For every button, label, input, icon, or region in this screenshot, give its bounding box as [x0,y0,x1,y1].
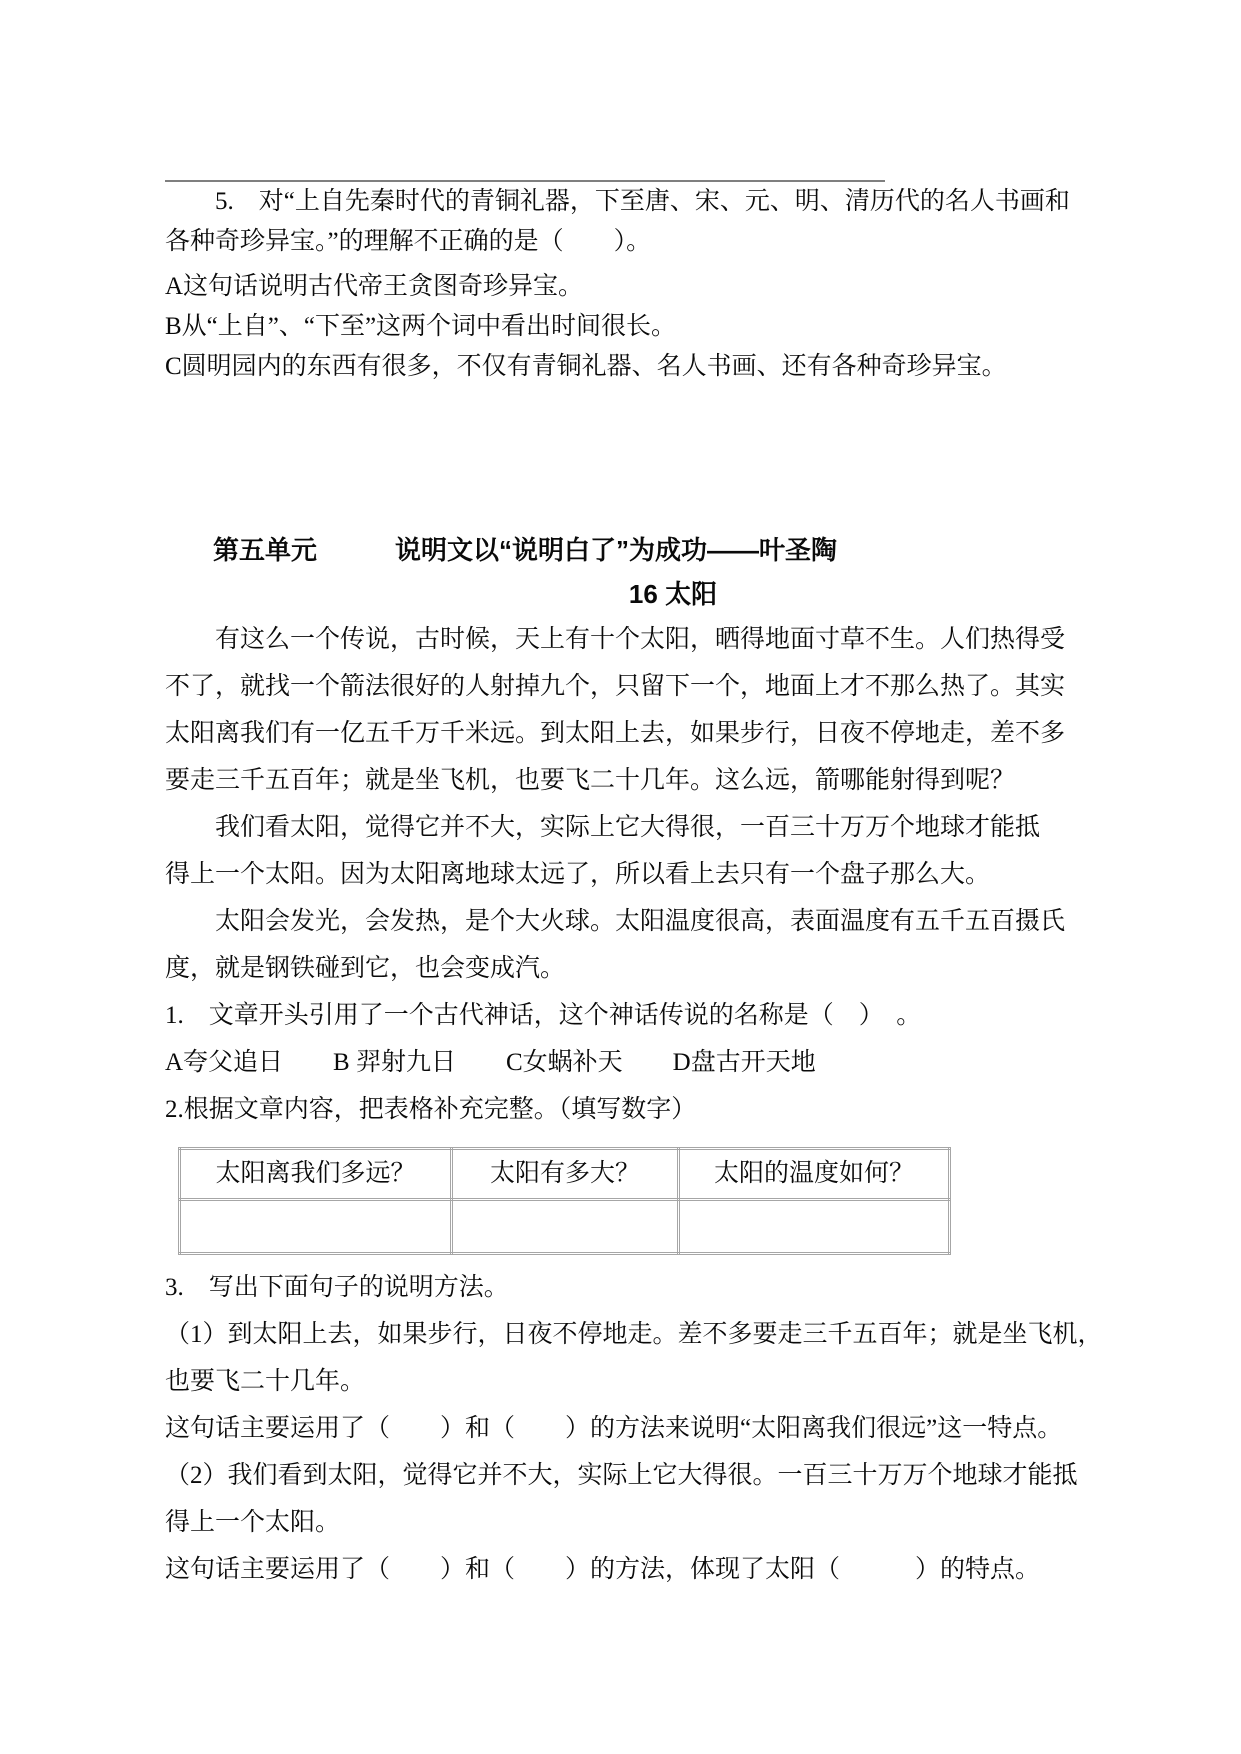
q5-option-c: C圆明园内的东西有很多，不仅有青铜礼器、名人书画、还有各种奇珍异宝。 [165,353,1007,380]
q1-stem: 1. 文章开头引用了一个古代神话，这个神话传说的名称是（ ） 。 [165,1002,922,1029]
passage-line: 太阳会发光，会发热，是个大火球。太阳温度很高，表面温度有五千五百摄氏 [215,908,1066,935]
q5-options [165,267,1181,387]
table-answer-cell-temperature[interactable] [679,1200,950,1254]
q3-item1-line-2: 也要飞二十几年。 [165,1368,366,1395]
table-answer-row [180,1200,950,1254]
table-answer-cell-size[interactable] [452,1200,679,1254]
q5-option-a: A这句话说明古代帝王贪图奇珍异宝。 [165,273,584,300]
q5-stem-line-2: 各种奇珍异宝。”的理解不正确的是（ ）。 [165,228,652,255]
q5-option-b: B从“上自”、“下至”这两个词中看出时间很长。 [165,313,677,340]
table-header-size: 太阳有多大？ [452,1149,679,1200]
table-header-row [180,1149,950,1200]
sun-facts-table [178,1147,951,1255]
q3-item1-answer: 这句话主要运用了（ ）和（ ）的方法来说明“太阳离我们很远”这一特点。 [165,1415,1063,1442]
q3-item2-line-2: 得上一个太阳。 [165,1509,341,1536]
unit-heading: 第五单元 说明文以“说明白了”为成功——叶圣陶 [213,535,838,565]
passage-line: 有这么一个传说，古时候，天上有十个太阳，晒得地面寸草不生。人们热得受 [215,626,1066,653]
passage-line: 度，就是钢铁碰到它，也会变成汽。 [165,955,566,982]
passage-line: 要走三千五百年；就是坐飞机，也要飞二十几年。这么远，箭哪能射得到呢？ [165,767,1016,794]
q3-item2-answer: 这句话主要运用了（ ）和（ ）的方法，体现了太阳（ ）的特点。 [165,1556,1041,1583]
passage [165,616,1181,992]
answer-blank-line[interactable] [165,158,885,182]
q3-item2-line-1: （2）我们看到太阳，觉得它并不大，实际上它大得很。一百三十万万个地球才能抵 [165,1462,1078,1489]
q5-stem-line-1: 5. 对“上自先秦时代的青铜礼器，下至唐、宋、元、明、清历代的名人书画和 [215,188,1070,215]
table-header-distance: 太阳离我们多远？ [180,1149,452,1200]
passage-line: 不了，就找一个箭法很好的人射掉九个，只留下一个，地面上才不那么热了。其实 [165,673,1066,700]
q3-stem: 3. 写出下面句子的说明方法。 [165,1274,509,1301]
q2-stem: 2.根据文章内容，把表格补充完整。（填写数字） [165,1096,697,1123]
passage-line: 太阳离我们有一亿五千万千米远。到太阳上去，如果步行，日夜不停地走，差不多 [165,720,1066,747]
passage-line: 得上一个太阳。因为太阳离地球太远了，所以看上去只有一个盘子那么大。 [165,861,991,888]
table-answer-cell-distance[interactable] [180,1200,452,1254]
passage-line: 我们看太阳，觉得它并不大，实际上它大得很，一百三十万万个地球才能抵 [215,814,1041,841]
q3-item1-line-1: （1）到太阳上去，如果步行，日夜不停地走。差不多要走三千五百年；就是坐飞机， [165,1321,1103,1348]
table-header-temperature: 太阳的温度如何？ [679,1149,950,1200]
q1-options: A夸父追日 B 羿射九日 C女蜗补天 D盘古开天地 [165,1049,816,1076]
lesson-title: 16 太阳 [628,579,718,609]
